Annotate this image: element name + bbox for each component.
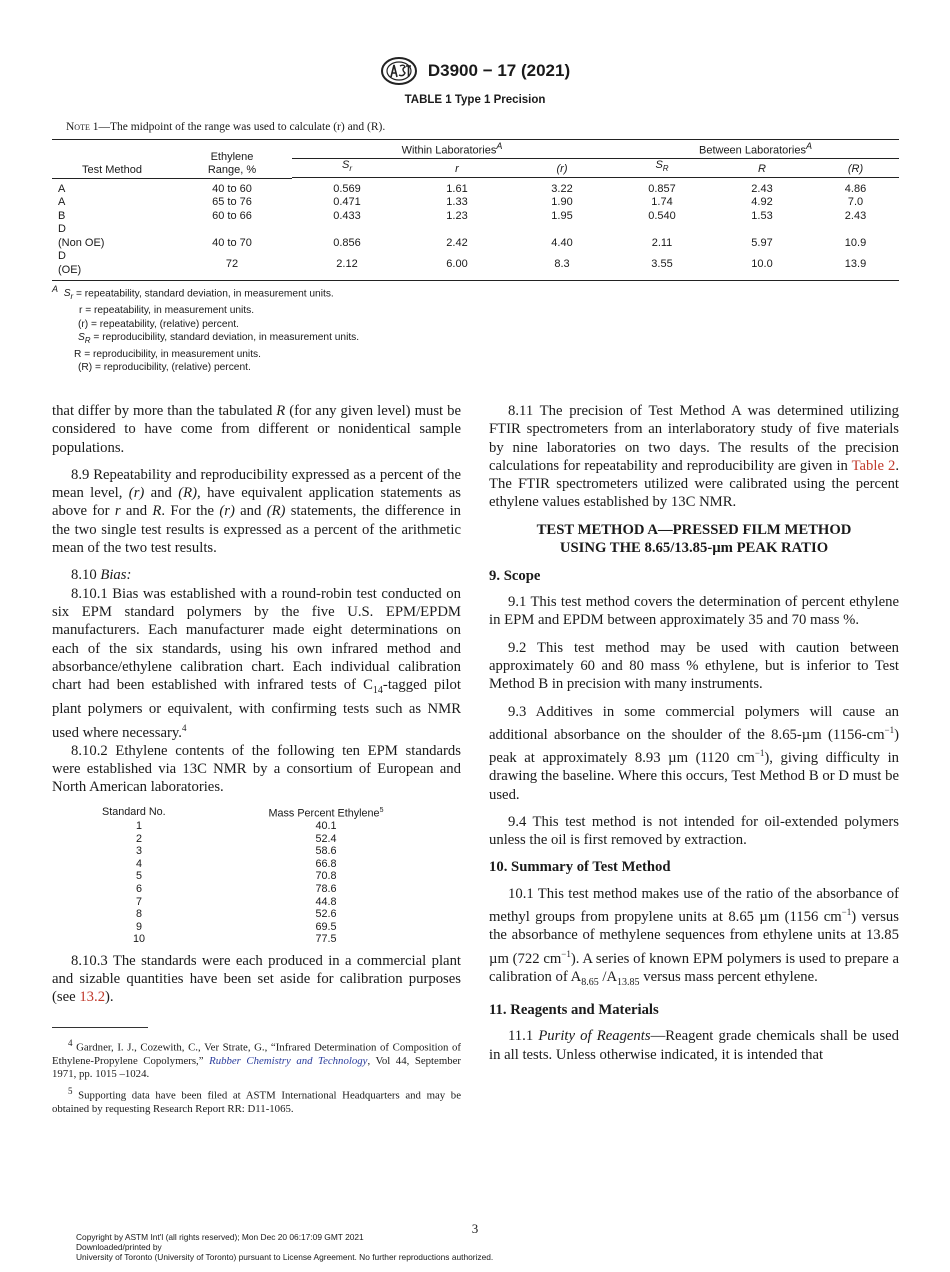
paragraph-8-10-1: 8.10.1 Bias was established with a round-robin test conducted on six EPM standard polymers by the five U.S. EPM/EPDM manufacturers. Each manufacturer made eight determinations on each of the six standards, using his own infrared method and absorbance/ethylene calibration chart. Each individual calibration chart had been established with infrared tests of $C_{14}$-tagged pilot plant polymers or equivalent, with confirming tests such as NMR used where necessary.$^4$ <box>52 585 461 741</box>
paragraph: that differ by more than the tabulated R (for any given level) must be considered to have come from different or nonidentical sample populations. <box>52 403 461 456</box>
footnote-divider <box>52 1027 148 1028</box>
journal-link[interactable]: Rubber Chemistry and Technology <box>209 1055 368 1067</box>
col-between-labs: Between Laboratories$^A$ <box>612 140 899 159</box>
col-R: R <box>712 159 812 178</box>
paragraph-11-1: 11.1 Purity of Reagents—Reagent grade chemicals shall be used in all tests. Unless otherwise indicated, it is intended that <box>489 1028 899 1063</box>
footnote-5: $^5$ Supporting data have been filed at ASTM International Headquarters and may be obtained by requesting Research Report RR: D11-1065. <box>52 1085 461 1115</box>
table-row: 6 78.6 <box>136 882 337 895</box>
table-row: A 40 to 60 0.569 1.61 3.22 0.857 2.43 4.86 <box>58 182 867 195</box>
section-9-heading: 9. Scope <box>489 567 541 584</box>
table-row: 7 44.8 <box>136 895 337 908</box>
col-test-method: Test Method <box>52 140 172 178</box>
table-row: A 65 to 76 0.471 1.33 1.90 1.74 4.92 7.0 <box>58 196 864 209</box>
left-column <box>52 402 461 1016</box>
footnotes <box>52 1037 461 1119</box>
paragraph-8-10-2: 8.10.2 Ethylene contents of the following ten EPM standards were established via 13C NMR by a consortium of European and North American laboratories. <box>52 742 461 796</box>
page-header <box>0 56 950 86</box>
table-row: 4 66.8 <box>136 857 337 870</box>
col-sr: $S_r$ <box>292 159 402 178</box>
footnote-4: $^4$ Gardner, I. J., Cozewith, C., Ver Strate, G., “Infrared Determination of Composition of Ethylene-Propylene Copolymers,” Rubber Chemistry and Technology, Vol 44, September 1971, pp. 1015 –1024. <box>52 1038 462 1081</box>
page-number: 3 <box>471 1221 479 1236</box>
link-section-13-2[interactable]: 13.2 <box>79 989 106 1006</box>
col-r: r <box>402 159 512 178</box>
paragraph-10-1: 10.1 This test method makes use of the ratio of the absorbance of methyl groups from propylene units at 8.65 µm (1156 $cm^{-1}$) versus the absorbance of methylene sequences from ethylene units at 13.85 µm (722 $cm^{-1}$). A series of known EPM polymers is used to prepare a calibration of $A_{8.65}$ $/A_{13.85}$ versus mass percent ethylene. <box>489 885 899 988</box>
table-row: D (OE) 72 2.12 6.00 8.3 3.55 10.0 13.9 <box>52 250 899 281</box>
paragraph-9-1: 9.1 This test method covers the determination of percent ethylene in EPM and EPDM between approximately 35 and 70 mass %. <box>489 594 899 629</box>
astm-logo-icon <box>380 56 418 86</box>
note-text: —The midpoint of the range was used to calculate (r) and (R). <box>98 121 386 133</box>
precision-table <box>52 139 899 281</box>
col-mass-percent: Mass Percent Ethylene$^5$ <box>268 806 384 820</box>
paragraph-9-3: 9.3 Additives in some commercial polymers will cause an additional absorbance on the shoulder of the 8.65-µm $(1156-cm^{-1})$ peak at approximately 8.93 µm (1120 $cm^{-1}$), giving difficulty in drawing the baseline. Where this occurs, Test Method B or D must be used. <box>489 703 899 803</box>
link-table-2[interactable]: Table 2 <box>851 457 896 474</box>
standards-table <box>96 805 406 946</box>
right-column <box>489 402 899 1073</box>
section-10-heading: 10. Summary of Test Method <box>489 859 671 876</box>
document-designation: D3900 − 17 (2021) <box>427 61 571 80</box>
col-ethylene-range: Ethylene Range, % <box>172 140 292 178</box>
paragraph-8-11: 8.11 The precision of Test Method A was determined utilizing FTIR spectrometers from an interlaboratory study of five materials by nine laboratories on two days. The results of the precision calculations for repeatability and reproducibility are given in Table 2. The FTIR spectrometers utilized were calibrated using the percent ethylene values established by 13C NMR. <box>489 403 899 511</box>
col-R-paren: (R) <box>812 159 899 178</box>
paragraph-9-4: 9.4 This test method is not intended for oil-extended polymers unless the oil is first removed by extraction. <box>489 813 899 849</box>
col-r-paren: (r) <box>512 159 612 178</box>
table-row: 2 52.4 <box>136 832 337 845</box>
table-row: 9 69.5 <box>136 920 337 933</box>
table-footnotes: $^A$ $S_r$ = repeatability, standard deviation, in measurement units. r = repeatability, in measurement units. (r) = repeatability, (relative) percent. $S_R$ = reproducibility, standard deviation, in measurement units. R = reproducibility, in measurement units. (R) = reproducibility, (relative) percent. <box>52 284 360 374</box>
paragraph-8-9: 8.9 Repeatability and reproducibility expressed as a percent of the mean level, (r) and (R), have equivalent application statements as above for r and R. For the (r) and (R) statements, the difference in the two single test results is expressed as a percent of the arithmetic mean of the two test results. <box>52 466 461 557</box>
table-note <box>66 121 385 133</box>
table-row: 5 70.8 <box>136 870 337 883</box>
test-method-a-heading: TEST METHOD A—PRESSED FILM METHOD USING THE 8.65/13.85-µm PEAK RATIO <box>536 521 852 556</box>
table-title: TABLE 1 Type 1 Precision <box>404 94 546 106</box>
col-standard-no: Standard No. <box>102 806 166 819</box>
table-row: 10 77.5 <box>133 933 337 946</box>
col-sR: $S_R$ <box>612 159 712 178</box>
paragraph-8-10-3: 8.10.3 The standards were each produced in a commercial plant and sizable quantities have been set aside for calibration purposes (see 13.2). <box>52 952 461 1006</box>
col-within-labs: Within Laboratories$^A$ <box>292 140 612 159</box>
table-row: 1 40.1 <box>136 819 337 832</box>
note-label: Note 1 <box>66 121 99 133</box>
paragraph-8-10: 8.10 Bias: <box>71 567 132 584</box>
paragraph-9-2: 9.2 This test method may be used with caution between approximately 60 and 80 mass % ethylene, but is inferior to Test Method B in precision with many instruments. <box>489 639 899 693</box>
table-row: 8 52.6 <box>136 908 337 921</box>
table-row: D (Non OE) 40 to 70 0.856 2.42 4.40 2.11 5.97 10.9 <box>58 223 867 249</box>
section-11-heading: 11. Reagents and Materials <box>489 1001 659 1018</box>
copyright-notice: Copyright by ASTM Int'l (all rights reserved); Mon Dec 20 06:17:09 GMT 2021 Downloaded/printed by University of Toronto (University of Toronto) pursuant to License Agreement. No further reproductions authorized. <box>76 1232 494 1263</box>
table-row: B 60 to 66 0.433 1.23 1.95 0.540 1.53 2.43 <box>58 209 867 222</box>
table-row: 3 58.6 <box>136 845 337 858</box>
